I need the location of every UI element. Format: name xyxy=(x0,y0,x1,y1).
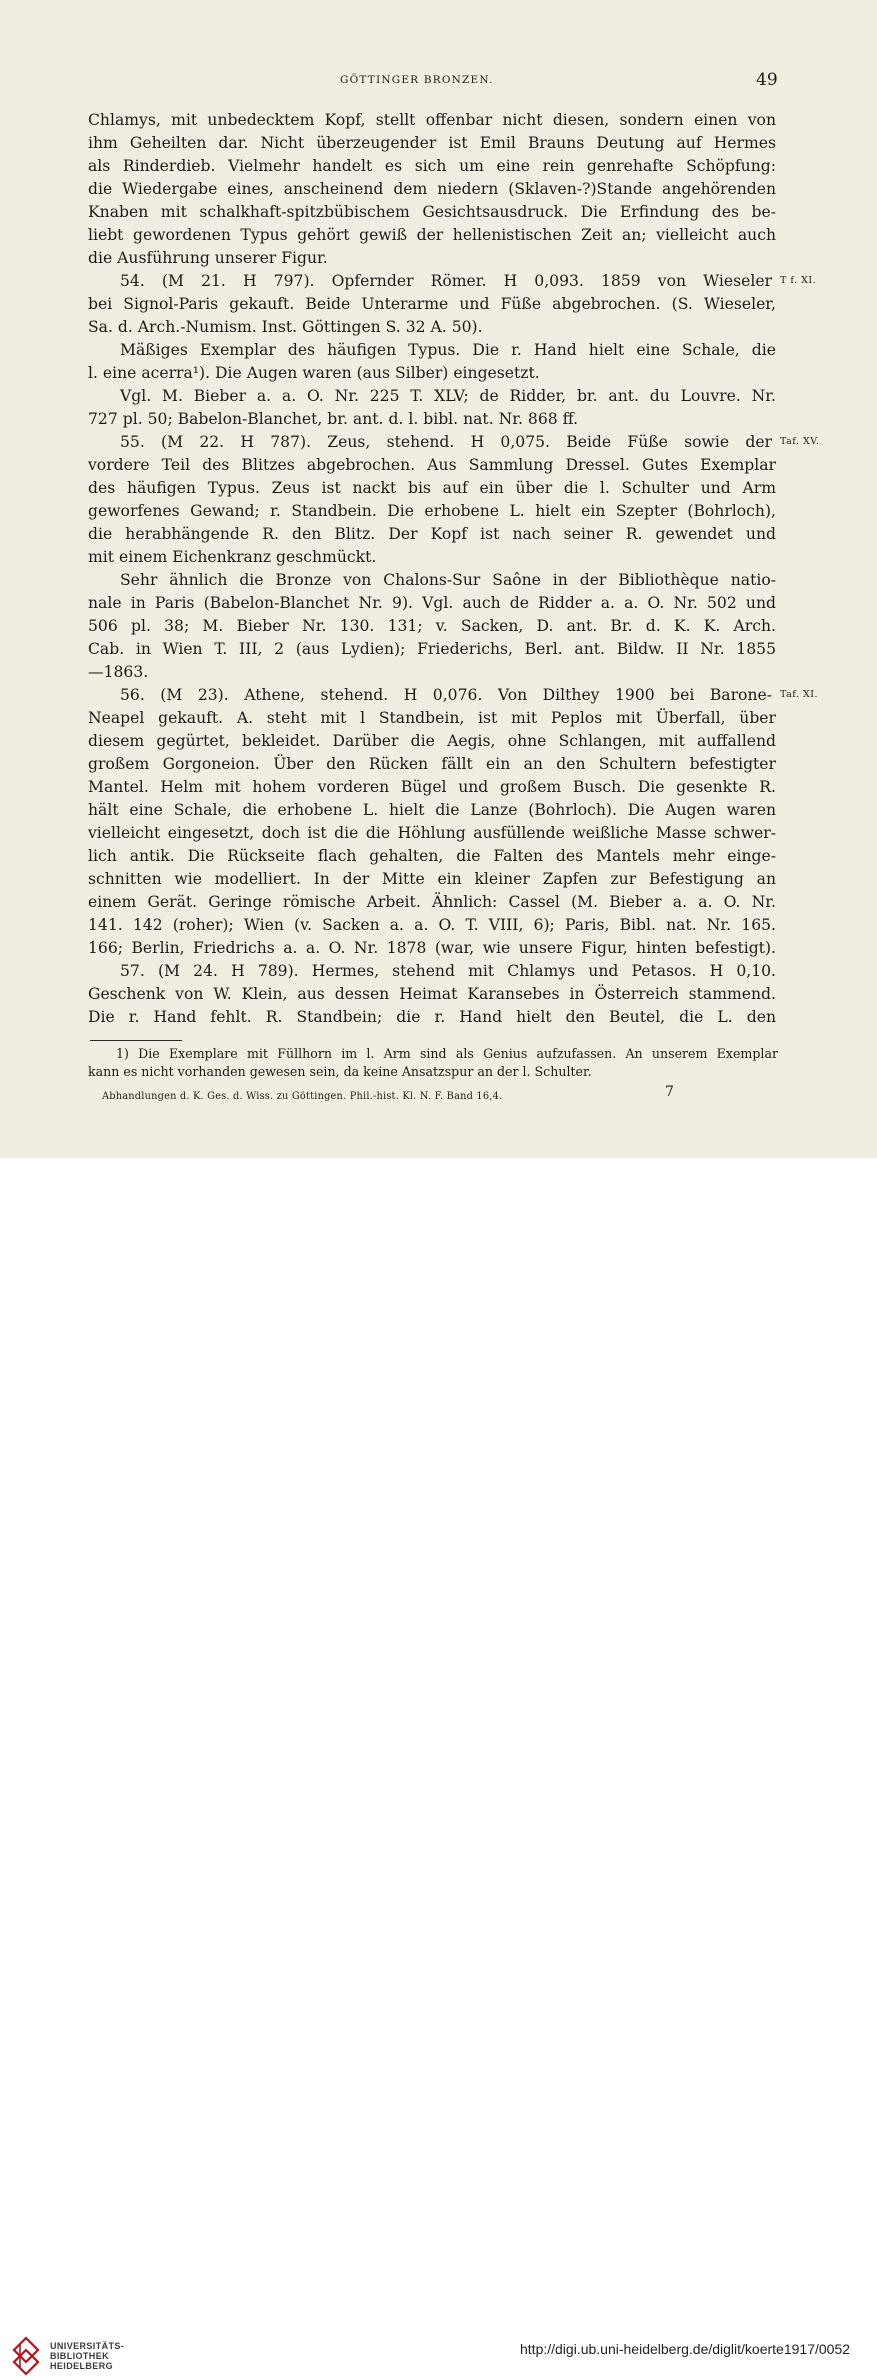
body-line: lich antik. Die Rückseite flach gehalten, die Falten des Mantels mehr einge- xyxy=(88,847,776,865)
university-library-logo-icon xyxy=(10,2336,42,2376)
body-line: hält eine Schale, die erhobene L. hielt die Lanze (Bohrloch). Die Augen waren xyxy=(88,801,776,819)
body-line: Mantel. Helm mit hohem vorderen Bügel und großem Busch. Die gesenkte R. xyxy=(88,778,776,796)
footnote-line: 1) Die Exemplare mit Füllhorn im l. Arm sind als Genius aufzufassen. An unserem Exemplar xyxy=(116,1046,778,1061)
signature-mark: 7 xyxy=(665,1084,674,1100)
body-line: die Wiedergabe eines, anscheinend dem niedern (Sklaven-?)Stande angehörenden xyxy=(88,180,776,198)
body-line: des häufigen Typus. Zeus ist nackt bis auf ein über die l. Schulter und Arm xyxy=(88,479,776,497)
library-name-line: BIBLIOTHEK xyxy=(50,2351,109,2361)
body-line: großem Gorgoneion. Über den Rücken fällt ein an den Schultern befestigter xyxy=(88,755,776,773)
scanned-page xyxy=(0,0,877,1158)
body-line: die herabhängende R. den Blitz. Der Kopf ist nach seiner R. gewendet und xyxy=(88,525,776,543)
body-line: vielleicht eingesetzt, doch ist die die Höhlung ausfüllende weißliche Masse schwer- xyxy=(88,824,776,842)
body-line: Vgl. M. Bieber a. a. O. Nr. 225 T. XLV; de Ridder, br. ant. du Louvre. Nr. xyxy=(120,387,776,405)
body-line: Sehr ähnlich die Bronze von Chalons-Sur Saône in der Bibliothèque natio- xyxy=(120,571,776,589)
margin-note-plate: Taf. XI. xyxy=(780,689,819,700)
footnote-line: kann es nicht vorhanden gewesen sein, da keine Ansatzspur an der l. Schulter. xyxy=(88,1064,592,1079)
body-line: Geschenk von W. Klein, aus dessen Heimat Karansebes in Österreich stammend. xyxy=(88,985,776,1003)
body-line: 727 pl. 50; Babelon-Blanchet, br. ant. d. l. bibl. nat. Nr. 868 ff. xyxy=(88,410,579,428)
body-line: schnitten wie modelliert. In der Mitte ein kleiner Zapfen zur Befestigung an xyxy=(88,870,776,888)
entry-57-heading: 57. (M 24. H 789). Hermes, stehend mit Chlamys und Petasos. H 0,10. xyxy=(120,962,776,980)
entry-54-heading: 54. (M 21. H 797). Opfernder Römer. H 0,093. 1859 von Wieseler xyxy=(120,272,772,290)
library-name-line: UNIVERSITÄTS- xyxy=(50,2341,125,2351)
body-line: Cab. in Wien T. III, 2 (aus Lydien); Friederichs, Berl. ant. Bildw. II Nr. 1855 xyxy=(88,640,776,658)
body-line: 166; Berlin, Friedrichs a. a. O. Nr. 1878 (war, wie unsere Figur, hinten befestigt). xyxy=(88,939,776,957)
footnote-rule xyxy=(90,1040,182,1041)
margin-note-plate: T f. XI. xyxy=(780,275,817,286)
body-line: Knaben mit schalkhaft-spitzbübischem Gesichtsausdruck. Die Erfindung des be- xyxy=(88,203,776,221)
entry-55-heading: 55. (M 22. H 787). Zeus, stehend. H 0,075. Beide Füße sowie der xyxy=(120,433,772,451)
permalink-url[interactable]: http://digi.ub.uni-heidelberg.de/diglit/koerte1917/0052 xyxy=(520,2341,851,2357)
body-line: 141. 142 (roher); Wien (v. Sacken a. a. O. T. VIII, 6); Paris, Bibl. nat. Nr. 165. xyxy=(88,916,776,934)
body-line: liebt gewordenen Typus gehört gewiß der hellenistischen Zeit an; vielleicht auch xyxy=(88,226,776,244)
body-line: als Rinderdieb. Vielmehr handelt es sich um eine rein genrehafte Schöpfung: xyxy=(88,157,776,175)
series-imprint: Abhandlungen d. K. Ges. d. Wiss. zu Göttingen. Phil.-hist. Kl. N. F. Band 16,4. xyxy=(102,1091,503,1102)
body-line: die Ausführung unserer Figur. xyxy=(88,249,328,267)
margin-note-plate: Taf. XV. xyxy=(780,436,820,447)
body-line: einem Gerät. Geringe römische Arbeit. Ähnlich: Cassel (M. Bieber a. a. O. Nr. xyxy=(88,893,776,911)
body-line: —1863. xyxy=(88,663,149,681)
viewer-footer xyxy=(0,1158,877,2371)
body-line: bei Signol-Paris gekauft. Beide Unterarme und Füße abgebrochen. (S. Wieseler, xyxy=(88,295,776,313)
entry-56-heading: 56. (M 23). Athene, stehend. H 0,076. Von Dilthey 1900 bei Barone- xyxy=(120,686,772,704)
body-line: diesem gegürtet, bekleidet. Darüber die Aegis, ohne Schlangen, mit auffallend xyxy=(88,732,776,750)
body-line: Neapel gekauft. A. steht mit l Standbein, ist mit Peplos mit Überfall, über xyxy=(88,709,776,727)
body-line: Mäßiges Exemplar des häufigen Typus. Die r. Hand hielt eine Schale, die xyxy=(120,341,776,359)
body-line: Die r. Hand fehlt. R. Standbein; die r. Hand hielt den Beutel, die L. den xyxy=(88,1008,776,1026)
body-line-italic-ref: Sa. d. Arch.-Numism. Inst. Göttingen S. 32 A. 50). xyxy=(88,318,483,336)
body-line: nale in Paris (Babelon-Blanchet Nr. 9). Vgl. auch de Ridder a. a. O. Nr. 502 und xyxy=(88,594,776,612)
body-line: vordere Teil des Blitzes abgebrochen. Aus Sammlung Dressel. Gutes Exemplar xyxy=(88,456,776,474)
library-name xyxy=(50,2341,124,2371)
library-name-line: HEIDELBERG xyxy=(50,2361,114,2371)
page-number: 49 xyxy=(756,70,778,90)
body-line: ihm Geheilten dar. Nicht überzeugender ist Emil Brauns Deutung auf Hermes xyxy=(88,134,776,152)
body-line: l. eine acerra¹). Die Augen waren (aus Silber) eingesetzt. xyxy=(88,364,540,382)
body-line: geworfenes Gewand; r. Standbein. Die erhobene L. hielt ein Szepter (Bohrloch), xyxy=(88,502,776,520)
body-line: 506 pl. 38; M. Bieber Nr. 130. 131; v. Sacken, D. ant. Br. d. K. K. Arch. xyxy=(88,617,776,635)
body-line: Chlamys, mit unbedecktem Kopf, stellt offenbar nicht diesen, sondern einen von xyxy=(88,111,776,129)
running-title: GÖTTINGER BRONZEN. xyxy=(340,74,494,86)
body-line: mit einem Eichenkranz geschmückt. xyxy=(88,548,377,566)
